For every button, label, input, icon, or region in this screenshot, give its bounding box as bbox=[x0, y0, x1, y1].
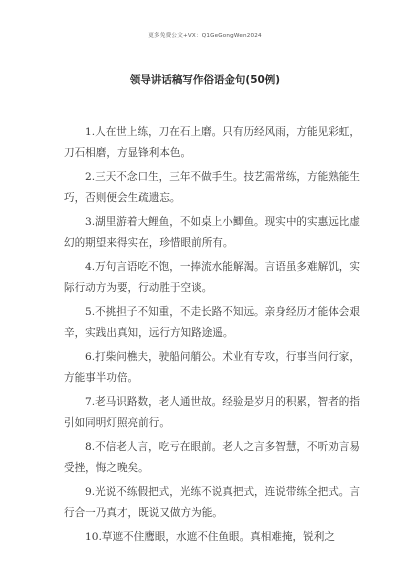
proverb-item: 4.万句言语吃不饱，一捧流水能解渴。言语虽多难解饥，实际行动方为要，行动胜于空谈。 bbox=[64, 261, 360, 294]
header-note: 更多免费公文+VX：Q1GeGongWen2024 bbox=[148, 33, 262, 39]
document-title: 领导讲话稿写作俗语金句(50例) bbox=[129, 74, 281, 86]
proverb-item: 3.湖里游着大鲤鱼，不如桌上小鲫鱼。现实中的实惠远比虚幻的期望来得实在，珍惜眼前所有。 bbox=[64, 216, 360, 249]
proverb-list bbox=[64, 122, 360, 551]
proverb-item: 8.不信老人言，吃亏在眼前。老人之言多智慧，不听劝言易受挫，悔之晚矣。 bbox=[64, 441, 360, 474]
proverb-item: 10.草遮不住鹰眼，水遮不住鱼眼。真相难掩，锐利之 bbox=[85, 531, 335, 543]
proverb-item: 7.老马识路数，老人通世故。经验是岁月的积累，智者的指引如同明灯照亮前行。 bbox=[64, 396, 360, 429]
proverb-item: 9.光说不练假把式，光练不说真把式，连说带练全把式。言行合一乃真才，既说又做方为能。 bbox=[64, 486, 360, 519]
proverb-item: 5.不挑担子不知重，不走长路不知远。亲身经历才能体会艰辛，实践出真知，远行方知路途遥。 bbox=[64, 306, 360, 339]
proverb-item: 2.三天不念口生，三年不做手生。技艺需常练，方能熟能生巧，否则便会生疏遗忘。 bbox=[64, 171, 360, 204]
proverb-item: 1.人在世上练，刀在石上磨。只有历经风雨，方能见彩虹，刀石相磨，方显锋利本色。 bbox=[64, 126, 360, 159]
proverb-item: 6.打柴问樵夫，驶船问艄公。术业有专攻，行事当问行家，方能事半功倍。 bbox=[64, 351, 360, 384]
